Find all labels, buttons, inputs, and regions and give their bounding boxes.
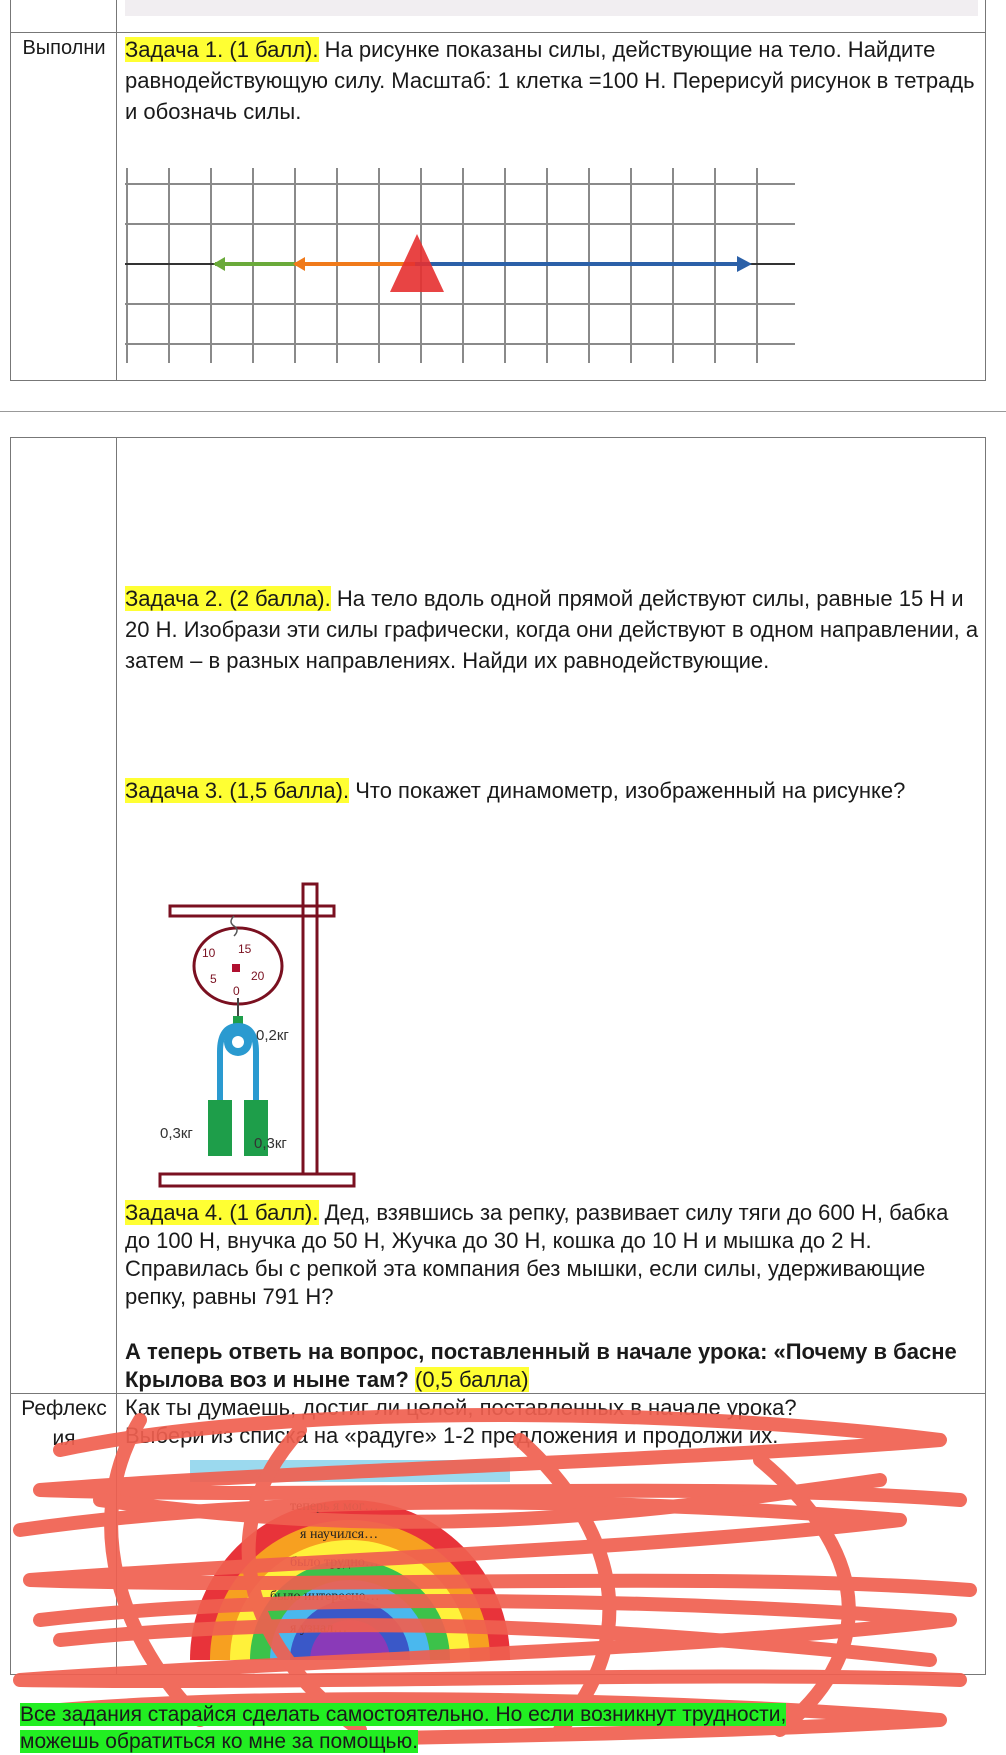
task-1 — [125, 34, 977, 127]
task-3-text: Что покажет динамометр, изображенный на рисунке? — [349, 778, 906, 803]
task-4-label: Задача 4. (1 балл). — [125, 1200, 319, 1225]
task-3 — [125, 775, 915, 806]
scale-20: 20 — [251, 969, 265, 983]
page-break — [10, 437, 986, 438]
stand-top-bar — [170, 906, 334, 916]
scale-0: 0 — [233, 984, 240, 998]
stand-pole — [303, 884, 317, 1174]
rainbow-phrase: теперь я мог… — [290, 1499, 379, 1514]
dynamometer-figure — [150, 880, 370, 1190]
task-2 — [125, 583, 985, 676]
stand-base — [160, 1174, 354, 1186]
cell-label-reflection: Рефлексия — [21, 1397, 107, 1450]
footer-line-2-text: можешь обратиться ко мне за помощью. — [20, 1730, 419, 1753]
force-arrow-middle — [293, 257, 415, 271]
final-question-text: А теперь ответь на вопрос, поставленный в начале урока: «Почему в басне Крылова воз и ныне там? — [125, 1339, 957, 1392]
footer-line-1 — [20, 1702, 786, 1728]
mass-left-label: 0,3кг — [160, 1125, 193, 1142]
task-2-label: Задача 2. (2 балла). — [125, 586, 331, 611]
scale-5: 5 — [210, 972, 217, 986]
reflection-line-1: Как ты думаешь, достиг ли целей, поставленных в начале урока? — [125, 1395, 797, 1420]
top-strip — [125, 0, 978, 16]
table-border — [985, 0, 986, 380]
task-1-text: На рисунке показаны силы, действующие на тело. Найдите равнодействующую силу. Масштаб: 1 клетка =100 Н. Перерисуй рисунок в тетрадь и обозначь силы. — [125, 37, 975, 124]
mass-right-label: 0,3кг — [254, 1135, 287, 1152]
table-border — [10, 0, 11, 380]
scale-15: 15 — [238, 942, 252, 956]
footer-line-1-text: Все задания старайся сделать самостоятельно. Но если возникнут трудности, — [20, 1703, 787, 1726]
rainbow-phrase: я узнал… — [290, 1621, 348, 1636]
final-question-score: (0,5 балла) — [415, 1367, 529, 1392]
reflection-line-2: Выбери из списка на «радуге» 1-2 предложения и продолжи их. — [125, 1423, 779, 1448]
task-1-label: Задача 1. (1 балл). — [125, 37, 319, 62]
weight-left — [208, 1100, 232, 1156]
task-3-label: Задача 3. (1,5 балла). — [125, 778, 350, 803]
task-2-text: На тело вдоль одной прямой действуют силы, равные 15 Н и 20 Н. Изобрази эти силы графически, когда они действуют в одном направлении, а затем – в разных направлениях. Найди их равнодействующие. — [125, 586, 979, 673]
rainbow-phrase: я научился… — [300, 1527, 379, 1542]
force-arrow-right — [415, 256, 752, 272]
page-break — [0, 411, 1006, 412]
scribble-overlay — [0, 1380, 1006, 1749]
task-4 — [125, 1199, 977, 1311]
table-border — [116, 0, 117, 380]
rainbow-phrase: было трудно… — [290, 1555, 379, 1570]
table-border — [10, 32, 986, 33]
forces-figure — [125, 168, 795, 363]
footer-line-2 — [20, 1729, 418, 1755]
cell-label-perform: Выполни — [22, 37, 106, 59]
pulley-mass-label: 0,2кг — [256, 1027, 289, 1044]
scale-10: 10 — [202, 946, 216, 960]
task-4-text: Дед, взявшись за репку, развивает силу тяги до 600 Н, бабка до 100 Н, внучка до 50 Н, Жучка до 30 Н, кошка до 10 Н и мышка до 2 Н. Справилась бы с репкой эта компания без мышки, если силы, удерживающие репку, равны 791 Н? — [125, 1200, 949, 1309]
rainbow-phrase: было интересно… — [270, 1589, 380, 1604]
table-border — [10, 380, 986, 381]
